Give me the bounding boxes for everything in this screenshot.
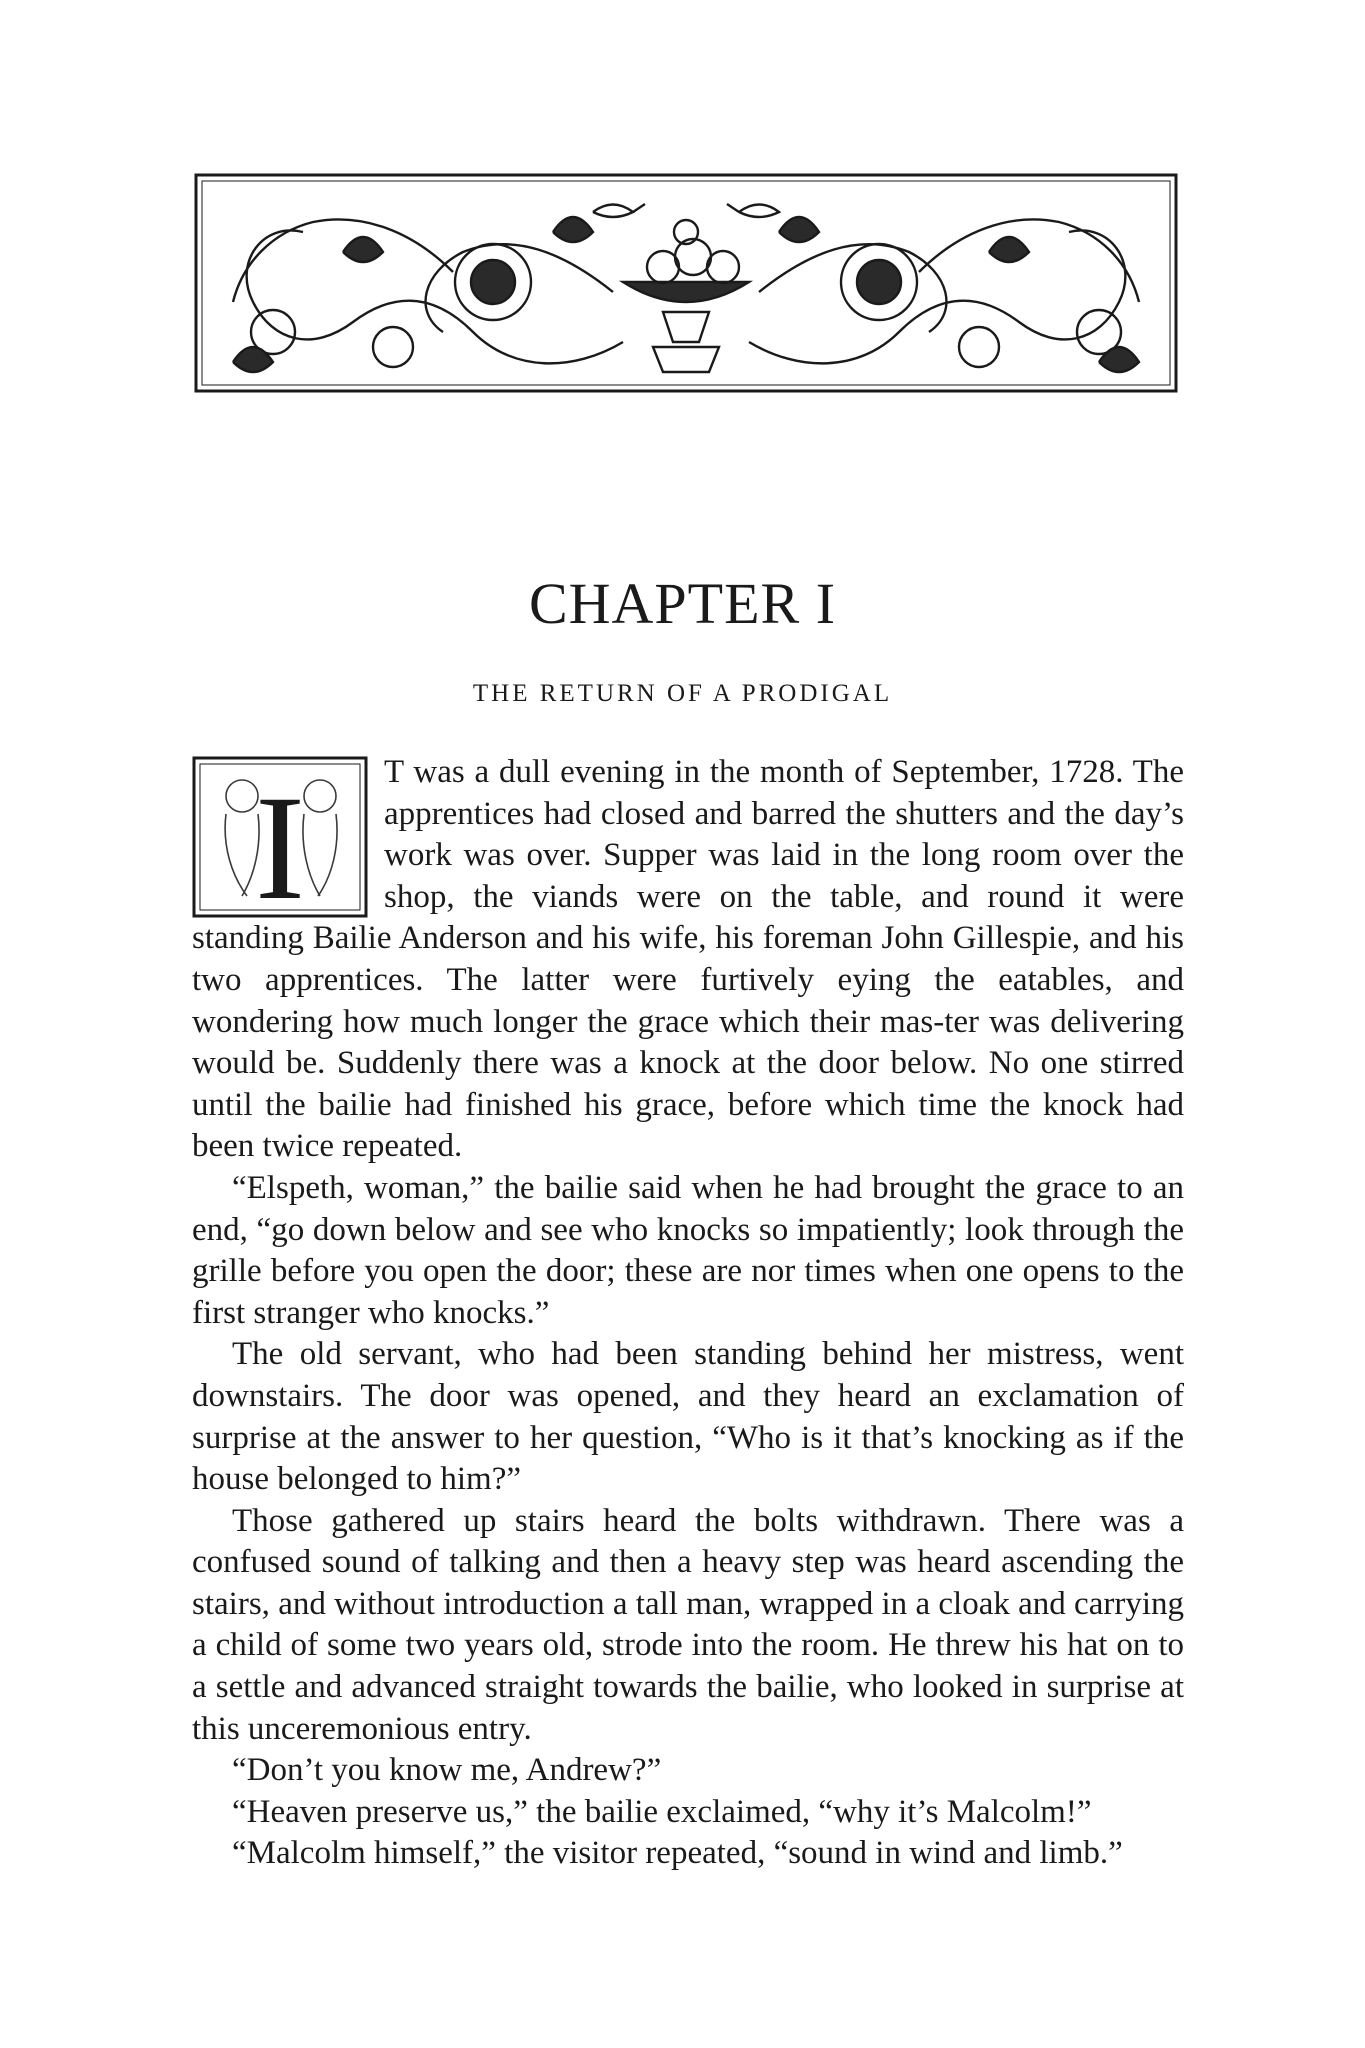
paragraph-5: “Don’t you know me, Andrew?”: [232, 1752, 662, 1789]
chapter-subtitle: THE RETURN OF A PRODIGAL: [472, 680, 893, 707]
paragraph-7: “Malcolm himself,” the visitor repeated, “sound in wind and limb.”: [232, 1835, 1123, 1872]
dropcap-letter: I: [255, 765, 305, 918]
ornamental-headpiece-icon: [193, 172, 1179, 394]
paragraph-4: Those gathered up stairs heard the bolts withdrawn. There was a confused sound of talking and then a heavy step was heard ascending the stairs, and without introduction a tall man, wrapped in a cloak and carrying a child of some two years old, strode into the room. He threw his hat on to a settle and advanced straight towards the bailie, who looked in surprise at this unceremonious entry.: [192, 1502, 1184, 1747]
paragraph-2: “Elspeth, woman,” the bailie said when he had brought the grace to an end, “go down below and see who knocks so impatiently; look through the grille before you open the door; these are nor times when one opens to the first stranger who knocks.”: [192, 1169, 1184, 1331]
dropcap-cherubs-icon: [192, 756, 368, 918]
paragraph-1: T was a dull evening in the month of September, 1728. The apprentices had closed and barred the shutters and the day’s work was over. Supper was laid in the long room over the shop, the viands were on the table, and round it were standing Bailie Anderson and his wife, his foreman John Gillespie, and his two apprentices. The latter were furtively eying the eatables, and wondering how much longer the grace which their mas-ter was delivering would be. Suddenly there was a knock at the door below. No one stirred until the bailie had finished his grace, before which time the knock had been twice repeated.: [192, 754, 1184, 1165]
chapter-body: [192, 752, 1184, 1875]
paragraph-3: The old servant, who had been standing behind her mistress, went downstairs. The door was opened, and they heard an exclamation of surprise at the answer to her question, “Who is it that’s knocking as if the house belonged to him?”: [192, 1336, 1184, 1498]
chapter-title: CHAPTER I: [528, 571, 837, 636]
paragraph-6: “Heaven preserve us,” the bailie exclaimed, “why it’s Malcolm!”: [232, 1793, 1092, 1830]
